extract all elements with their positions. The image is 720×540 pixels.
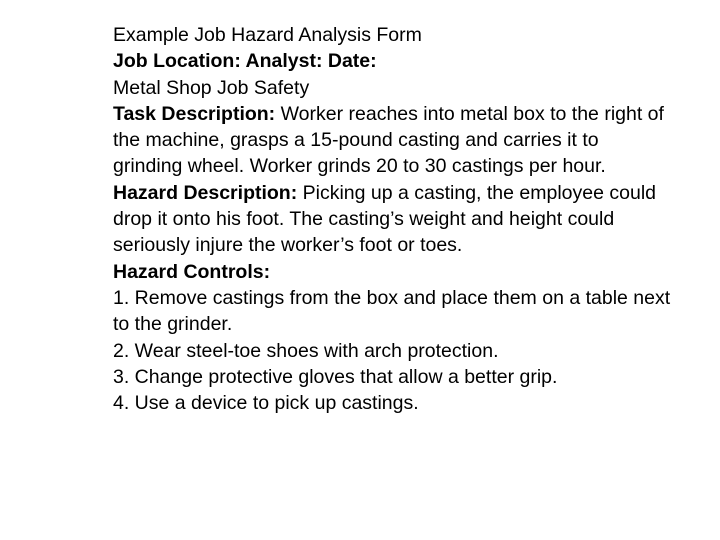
control-item-4: 4. Use a device to pick up castings. — [113, 392, 419, 415]
control-item-1: 1. Remove castings from the box and place them on a table next to the grinder. — [113, 286, 671, 336]
hazard-controls-label: Hazard Controls: — [113, 260, 271, 283]
hazard-description — [113, 180, 673, 259]
task-description — [113, 101, 673, 180]
job-subject: Metal Shop Job Safety — [113, 76, 310, 99]
form-title: Example Job Hazard Analysis Form — [113, 24, 422, 46]
header-fields: Job Location: Analyst: Date: — [113, 50, 377, 73]
task-description-label: Task Description: — [113, 102, 276, 125]
hazard-description-text: Picking up a casting, the employee could drop it onto his foot. The casting’s weight and height could seriously injure the worker’s foot or toes. — [113, 181, 657, 257]
control-item-3: 3. Change protective gloves that allow a better grip. — [113, 365, 558, 388]
hazard-description-label: Hazard Description: — [113, 181, 298, 204]
control-item-2: 2. Wear steel-toe shoes with arch protection. — [113, 339, 499, 362]
jha-document — [113, 22, 673, 416]
task-description-text: Worker reaches into metal box to the right of the machine, grasps a 15-pound casting and carries it to grinding wheel. Worker grinds 20 to 30 castings per hour. — [113, 102, 664, 178]
